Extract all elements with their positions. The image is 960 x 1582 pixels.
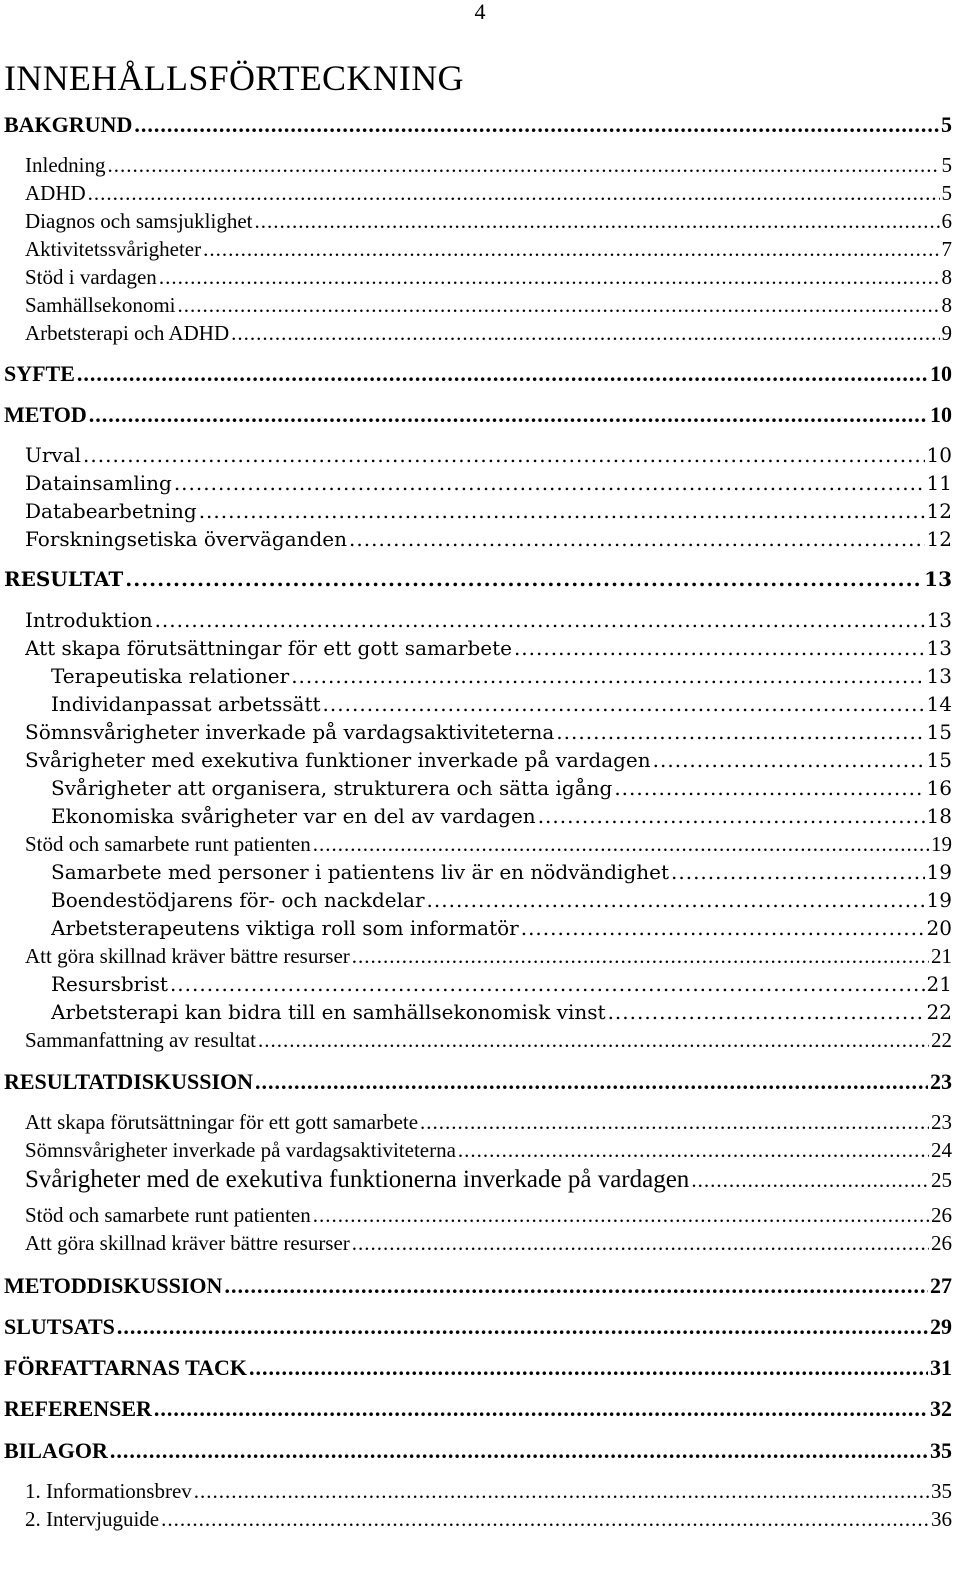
toc-entry-page: 23 (931, 1110, 952, 1134)
dot-leader (203, 237, 939, 262)
toc-entry-page: 10 (930, 402, 952, 427)
toc-entry-label: Att göra skillnad kräver bättre resurser (25, 1231, 350, 1255)
toc-entry-page: 31 (930, 1355, 952, 1380)
toc-entry-page: 36 (931, 1507, 952, 1531)
dot-leader (134, 112, 939, 138)
dot-leader (107, 153, 939, 178)
dot-leader (199, 499, 925, 523)
dot-leader (159, 265, 940, 290)
dot-leader (614, 776, 924, 800)
toc-entry-page: 7 (941, 237, 952, 261)
dot-leader (313, 832, 929, 857)
toc-entry-datainsamling[interactable] (25, 471, 952, 499)
toc-entry-label: Stöd och samarbete runt patienten (25, 1203, 311, 1227)
toc-entry-page: 8 (941, 293, 952, 317)
dot-leader (671, 860, 925, 884)
toc-entry-boendestodjarens[interactable] (51, 888, 952, 916)
dot-leader (538, 804, 925, 828)
toc-entry-page: 19 (926, 888, 952, 912)
dot-leader (258, 1028, 929, 1053)
toc-entry-page: 13 (926, 664, 952, 688)
toc-entry-label: Svårigheter med de exekutiva funktionerna inverkade på vardagen (25, 1166, 690, 1193)
toc-entry-label: Diagnos och samsjuklighet (25, 209, 253, 233)
toc-entry-page: 10 (926, 443, 952, 467)
toc-entry-label: REFERENSER (4, 1396, 152, 1421)
dot-leader (155, 608, 925, 632)
toc-entry-disk-somn[interactable] (25, 1138, 952, 1166)
dot-leader (88, 181, 940, 206)
toc-entry-att-skapa[interactable] (25, 636, 952, 664)
toc-entry-referenser[interactable] (4, 1396, 952, 1424)
toc-entry-page: 12 (926, 499, 952, 523)
toc-entry-page: 25 (931, 1168, 952, 1192)
dot-leader (352, 944, 929, 969)
toc-entry-forskningsetiska[interactable] (25, 527, 952, 555)
dot-leader (154, 1396, 928, 1422)
dot-leader (117, 1314, 928, 1340)
toc-entry-label: Databearbetning (25, 499, 197, 523)
toc-entry-page: 26 (931, 1203, 952, 1227)
toc-entry-label: METOD (4, 402, 87, 427)
toc-entry-label: Svårigheter med exekutiva funktioner inverkade på vardagen (25, 748, 651, 772)
toc-entry-label: Arbetsterapi kan bidra till en samhällsekonomisk vinst (51, 1000, 606, 1024)
toc-entry-disk-stod[interactable] (25, 1203, 952, 1231)
toc-entry-page: 27 (930, 1273, 952, 1298)
dot-leader (349, 527, 925, 551)
toc-entry-disk-exekutiva[interactable] (25, 1166, 952, 1200)
toc-entry-stod-i-vardagen[interactable] (25, 265, 952, 293)
toc-entry-label: Svårigheter att organisera, strukturera och sätta igång (51, 776, 613, 800)
toc-entry-label: Ekonomiska svårigheter var en del av vardagen (51, 804, 536, 828)
toc-entry-label: Att skapa förutsättningar för ett gott samarbete (25, 1110, 419, 1134)
toc-entry-page: 23 (930, 1069, 952, 1094)
toc-entry-label: Arbetsterapeutens viktiga roll som informatör (51, 916, 519, 940)
toc-entry-resursbrist[interactable] (51, 972, 952, 1000)
dot-leader (521, 916, 925, 940)
dot-leader (352, 1231, 929, 1256)
toc-entry-label: Terapeutiska relationer (51, 664, 290, 688)
toc-entry-label: Sömnsvårigheter inverkade på vardagsaktiviteterna (25, 1138, 456, 1162)
toc-entry-samarbete-personer[interactable] (51, 860, 952, 888)
toc-entry-bakgrund[interactable] (4, 112, 952, 140)
toc-entry-page: 22 (926, 1000, 952, 1024)
toc-entry-introduktion[interactable] (25, 608, 952, 636)
toc-entry-urval[interactable] (25, 443, 952, 471)
toc-entry-syfte[interactable] (4, 361, 952, 389)
toc-entry-page: 13 (926, 608, 952, 632)
toc-entry-label: RESULTAT (4, 567, 124, 591)
toc-entry-page: 18 (926, 804, 952, 828)
dot-leader (291, 664, 924, 688)
dot-leader (255, 1069, 928, 1095)
toc-entry-label: Arbetsterapi och ADHD (25, 321, 230, 345)
toc-entry-terapeutiska[interactable] (51, 664, 952, 692)
dot-leader (125, 567, 922, 591)
toc-entry-label: Boendestödjarens för- och nackdelar (51, 888, 425, 912)
toc-entry-page: 11 (926, 471, 952, 495)
toc-entry-aktivitetssvarigheter[interactable] (25, 237, 952, 265)
toc-entry-page: 22 (931, 1028, 952, 1052)
toc-entry-page: 5 (941, 153, 952, 177)
toc-entry-samhallsekonomi[interactable] (25, 293, 952, 321)
toc-entry-gora-skillnad[interactable] (25, 944, 952, 972)
toc-entry-intervjuguide[interactable] (25, 1507, 952, 1535)
toc-entry-label: Forskningsetiska överväganden (25, 527, 348, 551)
dot-leader (323, 692, 925, 716)
toc-entry-label: Aktivitetssvårigheter (25, 237, 202, 261)
toc-entry-exekutiva[interactable] (25, 748, 952, 776)
toc-entry-ekonomiska[interactable] (51, 804, 952, 832)
toc-entry-bilagor[interactable] (4, 1438, 952, 1466)
toc-entry-disk-gora-skillnad[interactable] (25, 1231, 952, 1259)
toc-entry-label: Samarbete med personer i patientens liv är en nödvändighet (51, 860, 669, 884)
toc-entry-databearbetning[interactable] (25, 499, 952, 527)
toc-entry-resultatdiskussion[interactable] (4, 1069, 952, 1097)
toc-entry-page: 32 (930, 1396, 952, 1421)
toc-entry-metoddiskussion[interactable] (4, 1273, 952, 1301)
toc-entry-label: Introduktion (25, 608, 153, 632)
toc-entry-metod[interactable] (4, 402, 952, 430)
toc-entry-arbetsterapeutens-roll[interactable] (51, 916, 952, 944)
page-number: 4 (474, 0, 486, 24)
toc-entry-page: 9 (941, 321, 952, 345)
toc-entry-label: 1. Informationsbrev (25, 1479, 192, 1503)
toc-entry-sammanfattning[interactable] (25, 1028, 952, 1056)
toc-entry-label: Resursbrist (51, 972, 168, 996)
toc-entry-page: 12 (926, 527, 952, 551)
dot-leader (161, 1507, 929, 1532)
dot-leader (556, 720, 924, 744)
toc-entry-label: SLUTSATS (4, 1314, 115, 1339)
toc-entry-adhd[interactable] (25, 181, 952, 209)
toc-entry-label: Stöd i vardagen (25, 265, 157, 289)
toc-entry-individanpassat[interactable] (51, 692, 952, 720)
toc-entry-page: 13 (924, 567, 952, 591)
dot-leader (231, 321, 939, 346)
toc-entry-resultat[interactable] (4, 567, 952, 595)
toc-entry-label: Att skapa förutsättningar för ett gott samarbete (25, 636, 512, 660)
toc-entry-label: Urval (25, 443, 82, 467)
toc-entry-page: 19 (931, 832, 952, 856)
dot-leader (254, 209, 939, 234)
toc-entry-page: 19 (926, 860, 952, 884)
dot-leader (249, 1355, 928, 1381)
dot-leader (178, 293, 940, 318)
toc-entry-slutsats[interactable] (4, 1314, 952, 1342)
toc-entry-label: Sammanfattning av resultat (25, 1028, 256, 1052)
dot-leader (89, 402, 928, 428)
toc-entry-page: 26 (931, 1231, 952, 1255)
toc-entry-page: 5 (941, 181, 952, 205)
toc-entry-page: 5 (941, 112, 952, 137)
toc-entry-label: ADHD (25, 181, 86, 205)
dot-leader (514, 636, 925, 660)
dot-leader (420, 1110, 929, 1135)
toc-entry-label: Att göra skillnad kräver bättre resurser (25, 944, 350, 968)
toc-entry-page: 35 (930, 1438, 952, 1463)
toc-entry-page: 10 (930, 361, 952, 386)
toc-entry-label: Sömnsvårigheter inverkade på vardagsaktiviteterna (25, 720, 555, 744)
dot-leader (427, 888, 925, 912)
dot-leader (110, 1438, 928, 1464)
toc-entry-label: SYFTE (4, 361, 75, 386)
toc-entry-page: 21 (931, 944, 952, 968)
toc-entry-label: Inledning (25, 153, 106, 177)
toc-entry-page: 15 (926, 720, 952, 744)
toc-entry-organisera[interactable] (51, 776, 952, 804)
dot-leader (458, 1138, 929, 1163)
toc-entry-somnsvarigheter[interactable] (25, 720, 952, 748)
toc-entry-label: Samhällsekonomi (25, 293, 176, 317)
dot-leader (224, 1273, 928, 1299)
toc-entry-label: BILAGOR (4, 1438, 108, 1463)
toc-entry-page: 20 (926, 916, 952, 940)
toc-entry-page: 8 (941, 265, 952, 289)
toc-entry-page: 21 (926, 972, 952, 996)
toc-entry-label: FÖRFATTARNAS TACK (4, 1355, 248, 1380)
toc-entry-label: BAKGRUND (4, 112, 133, 137)
dot-leader (170, 972, 925, 996)
toc-entry-stod-samarbete[interactable] (25, 832, 952, 860)
toc-entry-page: 16 (926, 776, 952, 800)
dot-leader (194, 1479, 929, 1504)
toc-entry-page: 29 (930, 1314, 952, 1339)
toc-entry-label: 2. Intervjuguide (25, 1507, 160, 1531)
toc-entry-informationsbrev[interactable] (25, 1479, 952, 1507)
toc-entry-diagnos[interactable] (25, 209, 952, 237)
toc-entry-page: 6 (941, 209, 952, 233)
toc-entry-samhallsekonomisk-vinst[interactable] (51, 1000, 952, 1028)
dot-leader (83, 443, 925, 467)
toc-entry-label: Datainsamling (25, 471, 172, 495)
toc-entry-page: 15 (926, 748, 952, 772)
dot-leader (608, 1000, 925, 1024)
toc-entry-label: RESULTATDISKUSSION (4, 1069, 254, 1094)
toc-entry-label: METODDISKUSSION (4, 1273, 223, 1298)
toc-entry-page: 24 (931, 1138, 952, 1162)
toc-entry-label: Individanpassat arbetssätt (51, 692, 321, 716)
toc-entry-inledning[interactable] (25, 153, 952, 181)
page-title: INNEHÅLLSFÖRTECKNING (4, 58, 464, 98)
toc-entry-label: Stöd och samarbete runt patienten (25, 832, 311, 856)
toc-entry-page: 35 (931, 1479, 952, 1503)
toc-entry-forfattarnas-tack[interactable] (4, 1355, 952, 1383)
toc-entry-arbetsterapi-adhd[interactable] (25, 321, 952, 349)
dot-leader (653, 748, 925, 772)
toc-entry-page: 14 (926, 692, 952, 716)
dot-leader (691, 1168, 929, 1193)
dot-leader (77, 361, 928, 387)
dot-leader (174, 471, 925, 495)
toc-entry-page: 13 (926, 636, 952, 660)
dot-leader (313, 1203, 929, 1228)
toc-entry-disk-att-skapa[interactable] (25, 1110, 952, 1138)
